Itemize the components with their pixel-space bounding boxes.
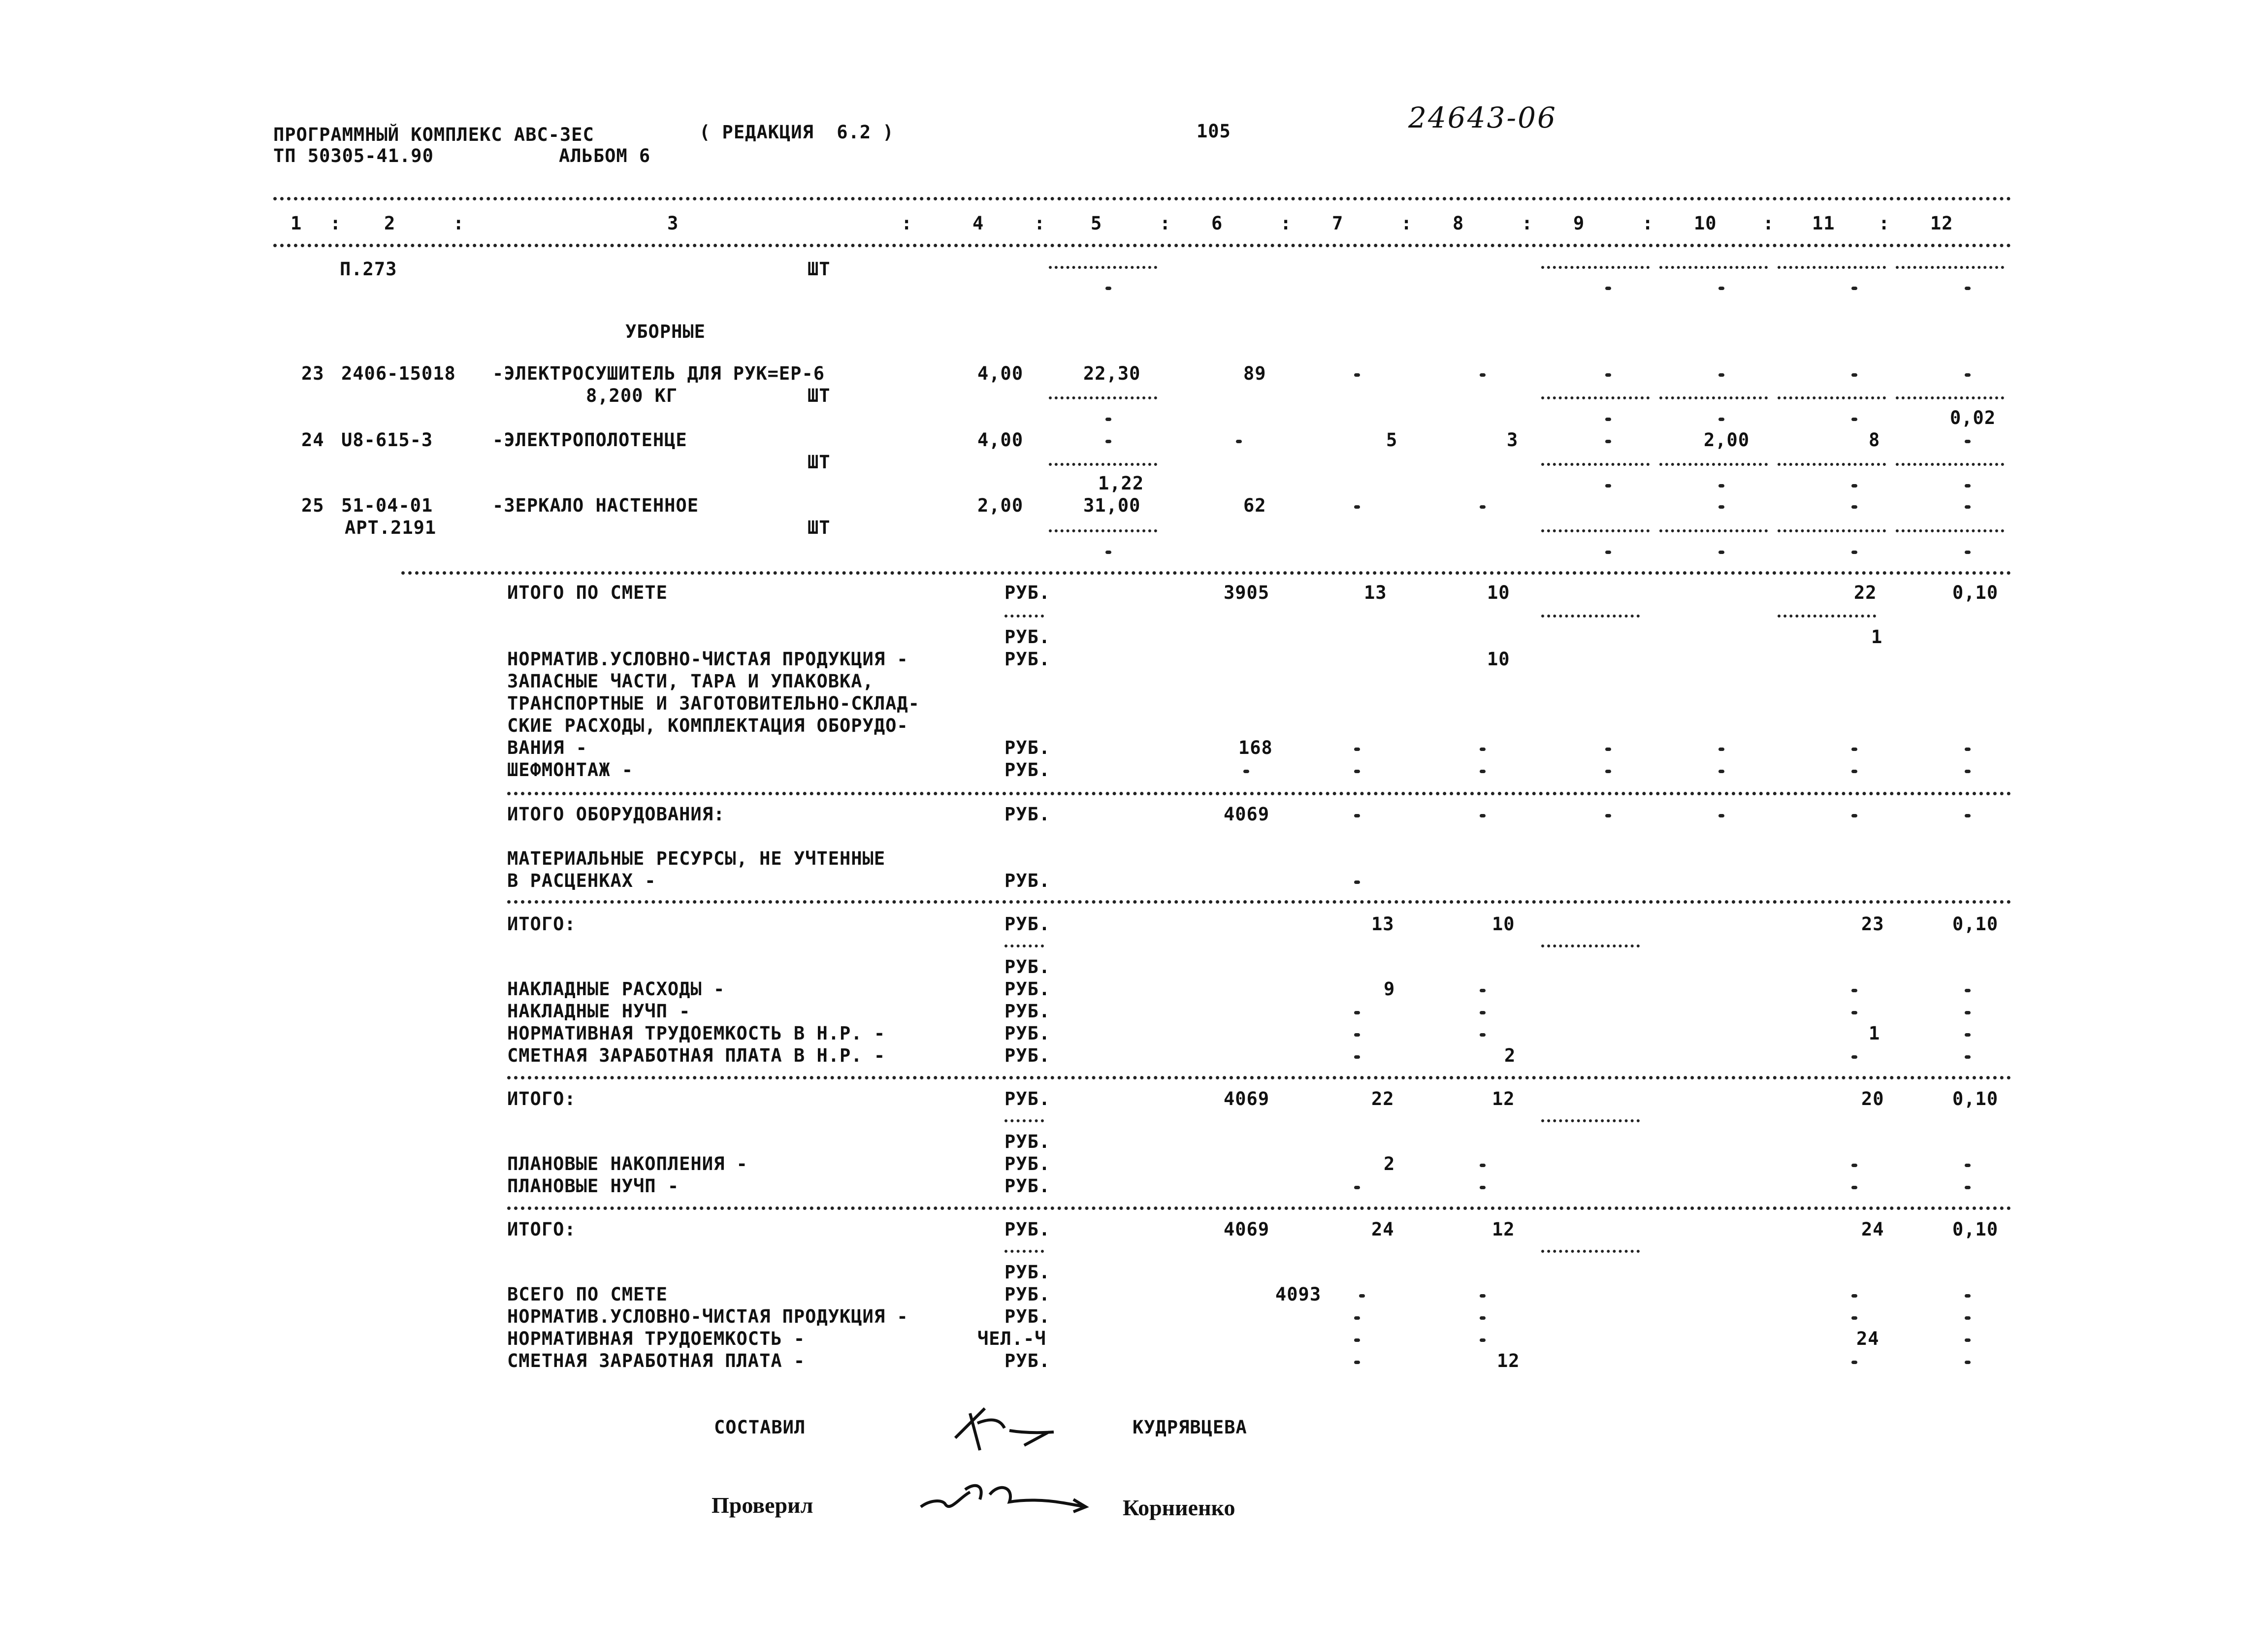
cell-underline — [1541, 615, 1640, 618]
dash-mark — [1851, 551, 1857, 554]
summary-unit: РУБ. — [1004, 582, 1051, 603]
cell-underline — [1049, 266, 1157, 269]
summary-sum: 3905 — [1224, 582, 1270, 603]
itogo3-label: ИТОГО: — [507, 1219, 576, 1240]
dash-mark — [1480, 989, 1486, 992]
dash-mark — [1851, 287, 1857, 290]
dash-mark — [1354, 1361, 1360, 1364]
item-c12b: 0,02 — [1950, 407, 1996, 428]
itogo-oborud-label: ИТОГО ОБОРУДОВАНИЯ: — [507, 804, 725, 825]
parts-line: ТРАНСПОРТНЫЕ И ЗАГОТОВИТЕЛЬНО-СКЛАД- — [507, 693, 920, 714]
dash-mark — [1965, 505, 1971, 509]
dash-mark — [1354, 1011, 1360, 1014]
col-sep: : — [1642, 213, 1654, 234]
itogo1-label: ИТОГО: — [507, 913, 576, 935]
item-qty: 4,00 — [977, 363, 1024, 384]
dash-mark — [1718, 418, 1724, 421]
itogo1-c11: 23 — [1861, 913, 1884, 935]
dash-mark — [1718, 484, 1724, 488]
dash-mark — [1105, 418, 1111, 421]
shefmontazh-unit: РУБ. — [1004, 759, 1051, 781]
item-code: 51-04-01 — [341, 495, 433, 516]
item-sum: 62 — [1243, 495, 1266, 516]
item-price: 31,00 — [1083, 495, 1141, 516]
parts-line: СКИЕ РАСХОДЫ, КОМПЛЕКТАЦИЯ ОБОРУДО- — [507, 715, 908, 736]
item-qty: 2,00 — [977, 495, 1024, 516]
col-sep: : — [330, 213, 342, 234]
dash-mark — [1354, 880, 1360, 884]
top-item-unit: ШТ — [808, 259, 831, 280]
dash-mark — [1851, 484, 1857, 488]
shefmontazh-label: ШЕФМОНТАЖ - — [507, 759, 634, 781]
dash-mark — [1851, 1316, 1857, 1320]
overhead-c8: 2 — [1504, 1045, 1516, 1066]
item-no: 24 — [301, 429, 324, 451]
dash-mark — [1605, 551, 1611, 554]
dash-mark — [1480, 1186, 1486, 1189]
dash-mark — [1965, 373, 1971, 377]
dash-mark — [1480, 1033, 1486, 1037]
col-num-4: 4 — [972, 213, 984, 234]
dash-mark — [1965, 1316, 1971, 1320]
dash-mark — [1965, 1186, 1971, 1189]
planned-unit: РУБ. — [1004, 1153, 1051, 1174]
total-unit: РУБ. — [1004, 1284, 1051, 1305]
materials-unit: РУБ. — [1004, 870, 1051, 891]
col-num-3: 3 — [667, 213, 679, 234]
item-name: -ЭЛЕКТРОПОЛОТЕНЦЕ — [492, 429, 687, 451]
dash-mark — [1851, 1186, 1857, 1189]
dash-mark — [1965, 1338, 1971, 1342]
cell-underline — [1778, 266, 1886, 269]
dash-mark — [1965, 989, 1971, 992]
cell-underline — [1004, 944, 1044, 947]
total-label: НОРМАТИВ.УСЛОВНО-ЧИСТАЯ ПРОДУКЦИЯ - — [507, 1306, 908, 1327]
col-sep: : — [1522, 213, 1533, 234]
item-code-2: АРТ.2191 — [345, 517, 437, 538]
total-c11: 24 — [1856, 1328, 1879, 1349]
dash-mark — [1965, 551, 1971, 554]
col-num-5: 5 — [1091, 213, 1102, 234]
item-price-2: 1,22 — [1098, 473, 1144, 494]
itogo2-c7: 22 — [1371, 1088, 1394, 1109]
summary-rule — [507, 1076, 2011, 1079]
col-num-12: 12 — [1930, 213, 1953, 234]
dash-mark — [1965, 1361, 1971, 1364]
normativ-label: НОРМАТИВ.УСЛОВНО-ЧИСТАЯ ПРОДУКЦИЯ - — [507, 649, 908, 670]
dash-mark — [1354, 1316, 1360, 1320]
cell-underline — [1778, 615, 1876, 618]
dash-mark — [1354, 814, 1360, 817]
planned-c7: 2 — [1384, 1153, 1395, 1174]
cell-underline — [1004, 1119, 1044, 1122]
overhead-label: НОРМАТИВНАЯ ТРУДОЕМКОСТЬ В Н.Р. - — [507, 1023, 886, 1044]
total-label: НОРМАТИВНАЯ ТРУДОЕМКОСТЬ - — [507, 1328, 806, 1349]
summary-rule — [507, 1206, 2011, 1210]
dash-mark — [1851, 1011, 1857, 1014]
dash-mark — [1480, 1294, 1486, 1298]
item-c10: 2,00 — [1704, 429, 1750, 451]
dash-mark — [1605, 418, 1611, 421]
item-c7: 5 — [1386, 429, 1398, 451]
col-sep: : — [453, 213, 465, 234]
dash-mark — [1851, 748, 1857, 751]
itogo3-c12: 0,10 — [1952, 1219, 1999, 1240]
dash-mark — [1480, 373, 1486, 377]
item-code: 2406-15018 — [341, 363, 456, 384]
dash-mark — [1965, 440, 1971, 443]
col-sep: : — [1160, 213, 1171, 234]
items-end-rule — [401, 571, 2011, 575]
item-no: 25 — [301, 495, 324, 516]
cell-underline — [1541, 529, 1650, 532]
itogo2-unit-2: РУБ. — [1004, 1131, 1051, 1152]
cell-underline — [1004, 615, 1044, 618]
materials-line: МАТЕРИАЛЬНЫЕ РЕСУРСЫ, НЕ УЧТЕННЫЕ — [507, 848, 886, 869]
cell-underline — [1896, 396, 2004, 399]
dash-mark — [1354, 1033, 1360, 1037]
col-num-11: 11 — [1812, 213, 1835, 234]
cell-underline — [1659, 396, 1768, 399]
cell-underline — [1541, 396, 1650, 399]
dash-mark — [1851, 1294, 1857, 1298]
summary-c11b: 1 — [1871, 626, 1883, 648]
itogo2-c11: 20 — [1861, 1088, 1884, 1109]
table-top-rule — [273, 197, 2011, 200]
cell-underline — [1659, 266, 1768, 269]
summary-c11: 22 — [1854, 582, 1877, 603]
summary-unit-2: РУБ. — [1004, 626, 1051, 648]
dash-mark — [1105, 440, 1111, 443]
overhead-unit: РУБ. — [1004, 1045, 1051, 1066]
itogo2-c12: 0,10 — [1952, 1088, 1999, 1109]
dash-mark — [1605, 814, 1611, 817]
checked-label: Проверил — [712, 1493, 813, 1518]
parts-unit: РУБ. — [1004, 737, 1051, 758]
dash-mark — [1965, 1055, 1971, 1059]
normativ-unit: РУБ. — [1004, 649, 1051, 670]
dash-mark — [1480, 1164, 1486, 1167]
col-sep: : — [1034, 213, 1046, 234]
overhead-label: НАКЛАДНЫЕ РАСХОДЫ - — [507, 978, 725, 1000]
summary-rule — [507, 792, 2011, 795]
item-unit: ШТ — [808, 385, 831, 406]
itogo-oborud-unit: РУБ. — [1004, 804, 1051, 825]
compiled-signature-icon — [950, 1403, 1069, 1458]
compiled-name: КУДРЯВЦЕВА — [1133, 1417, 1247, 1438]
dash-mark — [1480, 1011, 1486, 1014]
col-sep: : — [1280, 213, 1292, 234]
total-label: ВСЕГО ПО СМЕТЕ — [507, 1284, 668, 1305]
cell-underline — [1004, 1250, 1044, 1253]
cell-underline — [1896, 529, 2004, 532]
checked-name: Корниенко — [1123, 1495, 1235, 1520]
overhead-c7: 9 — [1384, 978, 1395, 1000]
dash-mark — [1965, 1164, 1971, 1167]
itogo1-unit: РУБ. — [1004, 913, 1051, 935]
total-unit: ЧЕЛ.-Ч — [977, 1328, 1046, 1349]
dash-mark — [1965, 287, 1971, 290]
dash-mark — [1105, 287, 1111, 290]
dash-mark — [1965, 1011, 1971, 1014]
dash-mark — [1605, 287, 1611, 290]
summary-label: ИТОГО ПО СМЕТЕ — [507, 582, 668, 603]
item-no: 23 — [301, 363, 324, 384]
dash-mark — [1236, 440, 1242, 443]
cell-underline — [1541, 463, 1650, 466]
materials-line: В РАСЦЕНКАХ - — [507, 870, 656, 891]
cell-underline — [1778, 396, 1886, 399]
normativ-c8: 10 — [1487, 649, 1510, 670]
dash-mark — [1965, 1294, 1971, 1298]
dash-mark — [1965, 814, 1971, 817]
item-name-2: 8,200 КГ — [586, 385, 678, 406]
col-sep: : — [901, 213, 913, 234]
dash-mark — [1480, 1316, 1486, 1320]
dash-mark — [1718, 748, 1724, 751]
dash-mark — [1718, 505, 1724, 509]
total-sum: 4093 — [1275, 1284, 1322, 1305]
overhead-unit: РУБ. — [1004, 1001, 1051, 1022]
cell-underline — [1541, 266, 1650, 269]
summary-c8: 10 — [1487, 582, 1510, 603]
itogo1-c12: 0,10 — [1952, 913, 1999, 935]
col-sep: : — [1401, 213, 1413, 234]
cell-underline — [1541, 1119, 1640, 1122]
project-code: ТП 50305-41.90 — [273, 145, 434, 166]
itogo2-c8: 12 — [1492, 1088, 1515, 1109]
dash-mark — [1718, 287, 1724, 290]
dash-mark — [1480, 748, 1486, 751]
itogo3-c8: 12 — [1492, 1219, 1515, 1240]
dash-mark — [1480, 770, 1486, 773]
dash-mark — [1354, 770, 1360, 773]
album: АЛЬБОМ 6 — [559, 145, 651, 166]
parts-sum: 168 — [1238, 737, 1273, 758]
overhead-label: СМЕТНАЯ ЗАРАБОТНАЯ ПЛАТА В Н.Р. - — [507, 1045, 886, 1066]
itogo-oborud-sum: 4069 — [1224, 804, 1270, 825]
cell-underline — [1541, 944, 1640, 947]
cell-underline — [1659, 529, 1768, 532]
cell-underline — [1049, 529, 1157, 532]
compiled-label: СОСТАВИЛ — [714, 1417, 806, 1438]
itogo1-c7: 13 — [1371, 913, 1394, 935]
itogo2-label: ИТОГО: — [507, 1088, 576, 1109]
checked-signature-icon — [916, 1472, 1093, 1527]
item-name: -ЭЛЕКТРОСУШИТЕЛЬ ДЛЯ РУК=ЕР-6 — [492, 363, 825, 384]
itogo3-unit-2: РУБ. — [1004, 1262, 1051, 1283]
dash-mark — [1718, 770, 1724, 773]
total-unit: РУБ. — [1004, 1350, 1051, 1371]
total-unit: РУБ. — [1004, 1306, 1051, 1327]
dash-mark — [1480, 1338, 1486, 1342]
overhead-label: НАКЛАДНЫЕ НУЧП - — [507, 1001, 691, 1022]
col-num-1: 1 — [291, 213, 302, 234]
itogo1-unit-2: РУБ. — [1004, 956, 1051, 977]
overhead-unit: РУБ. — [1004, 978, 1051, 1000]
total-label: СМЕТНАЯ ЗАРАБОТНАЯ ПЛАТА - — [507, 1350, 806, 1371]
doc-number: 24643-06 — [1408, 101, 1557, 134]
cell-underline — [1049, 396, 1157, 399]
dash-mark — [1851, 373, 1857, 377]
dash-mark — [1480, 814, 1486, 817]
col-num-2: 2 — [384, 213, 396, 234]
col-num-6: 6 — [1211, 213, 1223, 234]
cell-underline — [1896, 463, 2004, 466]
dash-mark — [1851, 770, 1857, 773]
dash-mark — [1851, 814, 1857, 817]
overhead-unit: РУБ. — [1004, 1023, 1051, 1044]
item-c11: 8 — [1869, 429, 1880, 451]
cell-underline — [1778, 529, 1886, 532]
cell-underline — [1659, 463, 1768, 466]
col-sep: : — [1879, 213, 1890, 234]
col-num-7: 7 — [1332, 213, 1344, 234]
dash-mark — [1354, 748, 1360, 751]
dash-mark — [1851, 1361, 1857, 1364]
top-item-ref: П.273 — [340, 259, 397, 280]
col-sep: : — [1763, 213, 1775, 234]
dash-mark — [1851, 1055, 1857, 1059]
dash-mark — [1354, 1186, 1360, 1189]
dash-mark — [1851, 1164, 1857, 1167]
dash-mark — [1718, 814, 1724, 817]
itogo2-sum: 4069 — [1224, 1088, 1270, 1109]
item-name: -ЗЕРКАЛО НАСТЕННОЕ — [492, 495, 699, 516]
item-unit: ШТ — [808, 517, 831, 538]
summary-c12: 0,10 — [1952, 582, 1999, 603]
item-price: 22,30 — [1083, 363, 1141, 384]
dash-mark — [1480, 505, 1486, 509]
item-c8: 3 — [1507, 429, 1519, 451]
program-name: ПРОГРАММНЫЙ КОМПЛЕКС АВС-3ЕС — [273, 124, 594, 145]
dash-mark — [1354, 1055, 1360, 1059]
dash-mark — [1354, 373, 1360, 377]
column-header-rule — [273, 244, 2011, 247]
cell-underline — [1778, 463, 1886, 466]
itogo3-c11: 24 — [1861, 1219, 1884, 1240]
dash-mark — [1605, 484, 1611, 488]
cell-underline — [1896, 266, 2004, 269]
parts-line: ЗАПАСНЫЕ ЧАСТИ, ТАРА И УПАКОВКА, — [507, 671, 874, 692]
dash-mark — [1354, 505, 1360, 509]
dash-mark — [1105, 551, 1111, 554]
edition: ( РЕДАКЦИЯ 6.2 ) — [699, 122, 894, 143]
itogo2-unit: РУБ. — [1004, 1088, 1051, 1109]
itogo3-sum: 4069 — [1224, 1219, 1270, 1240]
dash-mark — [1605, 748, 1611, 751]
summary-rule — [507, 900, 2011, 904]
itogo3-unit: РУБ. — [1004, 1219, 1051, 1240]
col-num-10: 10 — [1694, 213, 1717, 234]
dash-mark — [1965, 770, 1971, 773]
dash-mark — [1605, 373, 1611, 377]
item-qty: 4,00 — [977, 429, 1024, 451]
itogo3-c7: 24 — [1371, 1219, 1394, 1240]
dash-mark — [1605, 440, 1611, 443]
overhead-c11: 1 — [1869, 1023, 1880, 1044]
dash-mark — [1718, 373, 1724, 377]
dash-mark — [1965, 1033, 1971, 1037]
dash-mark — [1965, 484, 1971, 488]
col-num-9: 9 — [1573, 213, 1585, 234]
planned-unit: РУБ. — [1004, 1175, 1051, 1197]
dash-mark — [1243, 770, 1249, 773]
cell-underline — [1049, 463, 1157, 466]
planned-label: ПЛАНОВЫЕ НУЧП - — [507, 1175, 680, 1197]
dash-mark — [1851, 989, 1857, 992]
dash-mark — [1359, 1294, 1365, 1298]
dash-mark — [1851, 505, 1857, 509]
dash-mark — [1851, 418, 1857, 421]
dash-mark — [1354, 1338, 1360, 1342]
cell-underline — [1541, 1250, 1640, 1253]
dash-mark — [1605, 770, 1611, 773]
dash-mark — [1718, 551, 1724, 554]
itogo1-c8: 10 — [1492, 913, 1515, 935]
dash-mark — [1965, 748, 1971, 751]
total-c8: 12 — [1497, 1350, 1520, 1371]
planned-label: ПЛАНОВЫЕ НАКОПЛЕНИЯ - — [507, 1153, 748, 1174]
section-title: УБОРНЫЕ — [625, 321, 706, 342]
parts-line: ВАНИЯ - — [507, 737, 587, 758]
item-code: U8-615-3 — [341, 429, 433, 451]
item-unit: ШТ — [808, 452, 831, 473]
item-sum: 89 — [1243, 363, 1266, 384]
col-num-8: 8 — [1453, 213, 1464, 234]
summary-c7: 13 — [1364, 582, 1387, 603]
page-number: 105 — [1197, 121, 1231, 142]
